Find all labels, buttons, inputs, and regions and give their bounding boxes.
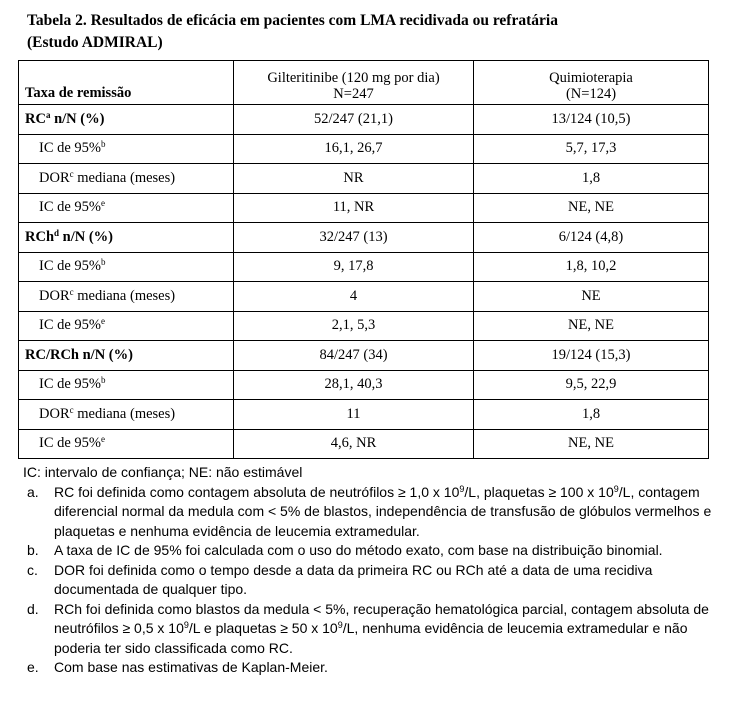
table-row — [19, 252, 709, 282]
footnote-c — [23, 561, 713, 600]
row-label — [19, 134, 234, 164]
footnote-marker: e — [101, 434, 106, 445]
header-label: Taxa de remissão — [19, 61, 234, 105]
table-row — [19, 311, 709, 341]
footnote-marker: c — [69, 404, 74, 415]
footnote-b-text: A taxa de IC de 95% foi calculada com o uso do método exato, com base na distribuição binomial. — [54, 542, 663, 558]
row-label — [19, 164, 234, 194]
footnote-marker: e — [101, 316, 106, 327]
table-row — [19, 164, 709, 194]
footnote-d — [23, 600, 713, 659]
footnote-marker: b — [101, 139, 106, 150]
footnote-marker: b — [101, 257, 106, 268]
row-label-suffix: n/N (%) — [59, 228, 114, 245]
gilteritinib-value: 2,1, 5,3 — [234, 311, 474, 341]
row-label-text: DOR — [39, 405, 70, 422]
row-label — [19, 311, 234, 341]
row-label-text: RC/RCh n/N (%) — [25, 346, 133, 363]
chemotherapy-value: NE, NE — [474, 429, 709, 459]
gilteritinib-value: 11 — [234, 400, 474, 430]
chemotherapy-value: 1,8 — [474, 400, 709, 430]
chemotherapy-value: 5,7, 17,3 — [474, 134, 709, 164]
row-label — [19, 282, 234, 312]
chemotherapy-value: NE, NE — [474, 311, 709, 341]
chemotherapy-value: 9,5, 22,9 — [474, 370, 709, 400]
footnote-e-text: Com base nas estimativas de Kaplan-Meier. — [54, 659, 328, 675]
footnote-d-exponent-1: 9 — [183, 620, 189, 630]
row-label — [19, 370, 234, 400]
row-label-text: IC de 95% — [39, 140, 102, 157]
footnote-marker: c — [69, 286, 74, 297]
chemotherapy-value: NE, NE — [474, 193, 709, 223]
footnote-a — [23, 483, 713, 542]
table-body — [19, 105, 709, 459]
chemotherapy-value: 19/124 (15,3) — [474, 341, 709, 371]
chemotherapy-value: 13/124 (10,5) — [474, 105, 709, 135]
row-label-text: IC de 95% — [39, 258, 102, 275]
table-row — [19, 370, 709, 400]
footnote-a-marker: a. — [27, 483, 39, 500]
table-row — [19, 282, 709, 312]
row-label — [19, 193, 234, 223]
table-header-row — [19, 61, 709, 105]
footnote-a-text-3: /L, contagem diferencial normal da medula com < 5% de blastos, independência de transfusão de glóbulos vermelhos e plaquetas e nenhuma evidência de leucemia extramedular. — [54, 483, 712, 539]
header-gilteritinib — [234, 61, 474, 105]
footnotes — [23, 463, 713, 678]
row-label-suffix: mediana (meses) — [73, 405, 176, 422]
footnote-marker: e — [101, 198, 106, 209]
gilteritinib-value: 32/247 (13) — [234, 223, 474, 253]
gilteritinib-value: 52/247 (21,1) — [234, 105, 474, 135]
footnote-d-text-3: /L, nenhuma evidência de leucemia extramedular e não poderia ter sido classificada como RC. — [54, 620, 688, 656]
row-label — [19, 252, 234, 282]
table-row — [19, 429, 709, 459]
title-line-2: (Estudo ADMIRAL) — [27, 34, 163, 51]
footnote-a-exponent-1: 9 — [459, 483, 465, 494]
header-chemotherapy-n: (N=124) — [565, 86, 617, 102]
gilteritinib-value: 16,1, 26,7 — [234, 134, 474, 164]
table-row — [19, 193, 709, 223]
header-gilteritinib-name: Gilteritinibe (120 mg por dia) — [267, 70, 440, 86]
footnote-b-marker: b. — [27, 542, 39, 558]
table-title — [27, 10, 717, 54]
gilteritinib-value: NR — [234, 164, 474, 194]
gilteritinib-value: 11, NR — [234, 193, 474, 223]
footnote-a-text-2: /L, plaquetas ≥ 100 x 10 — [464, 483, 614, 500]
footnote-abbreviations: IC: intervalo de confiança; NE: não estimável — [23, 464, 303, 480]
footnote-c-marker: c. — [27, 561, 38, 578]
header-chemotherapy — [474, 61, 709, 105]
table-row — [19, 223, 709, 253]
header-gilteritinib-n: N=247 — [333, 86, 374, 102]
chemotherapy-value: 6/124 (4,8) — [474, 223, 709, 253]
chemotherapy-value: NE — [474, 282, 709, 312]
header-chemotherapy-name: Quimioterapia — [549, 70, 633, 86]
footnote-e-marker: e. — [27, 659, 39, 675]
row-label-text: DOR — [39, 169, 70, 186]
footnote-d-text-1: RCh foi definida como blastos da medula < 5%, recuperação hematológica parcial, contagem absoluta de neutrófilos ≥ 0,5 x 10 — [54, 600, 709, 636]
row-label — [19, 105, 234, 135]
footnote-marker: c — [69, 168, 74, 179]
row-label-suffix: mediana (meses) — [73, 287, 176, 304]
row-label — [19, 429, 234, 459]
table-row — [19, 400, 709, 430]
chemotherapy-value: 1,8 — [474, 164, 709, 194]
gilteritinib-value: 84/247 (34) — [234, 341, 474, 371]
footnote-marker: a — [45, 109, 51, 120]
gilteritinib-value: 9, 17,8 — [234, 252, 474, 282]
footnote-d-exponent-2: 9 — [337, 620, 343, 630]
footnote-a-exponent-2: 9 — [613, 483, 619, 494]
row-label-text: IC de 95% — [39, 435, 102, 452]
row-label — [19, 341, 234, 371]
table-row — [19, 341, 709, 371]
footnote-c-text: DOR foi definida como o tempo desde a data da primeira RC ou RCh até a data de uma recidiva documentada de qualquer tipo. — [54, 561, 653, 597]
footnote-marker: b — [101, 375, 106, 386]
row-label-text: RCh — [25, 228, 55, 245]
footnote-d-marker: d. — [27, 600, 39, 617]
chemotherapy-value: 1,8, 10,2 — [474, 252, 709, 282]
footnote-e — [23, 658, 713, 678]
row-label-text: IC de 95% — [39, 317, 102, 334]
table-row — [19, 105, 709, 135]
row-label-text: RC — [25, 110, 46, 127]
table-row — [19, 134, 709, 164]
footnote-a-text-1: RC foi definida como contagem absoluta de neutrófilos ≥ 1,0 x 10 — [54, 483, 460, 500]
footnote-d-text-2: /L e plaquetas ≥ 50 x 10 — [188, 620, 338, 636]
row-label-suffix: mediana (meses) — [73, 169, 176, 186]
row-label-text: IC de 95% — [39, 376, 102, 393]
row-label-text: IC de 95% — [39, 199, 102, 216]
footnote-marker: d — [54, 227, 60, 238]
row-label-suffix: n/N (%) — [50, 110, 105, 127]
gilteritinib-value: 4 — [234, 282, 474, 312]
row-label — [19, 223, 234, 253]
gilteritinib-value: 4,6, NR — [234, 429, 474, 459]
efficacy-table — [18, 60, 709, 459]
row-label — [19, 400, 234, 430]
title-line-1: Tabela 2. Resultados de eficácia em pacientes com LMA recidivada ou refratária — [27, 12, 558, 29]
footnote-b — [23, 541, 713, 561]
row-label-text: DOR — [39, 287, 70, 304]
gilteritinib-value: 28,1, 40,3 — [234, 370, 474, 400]
